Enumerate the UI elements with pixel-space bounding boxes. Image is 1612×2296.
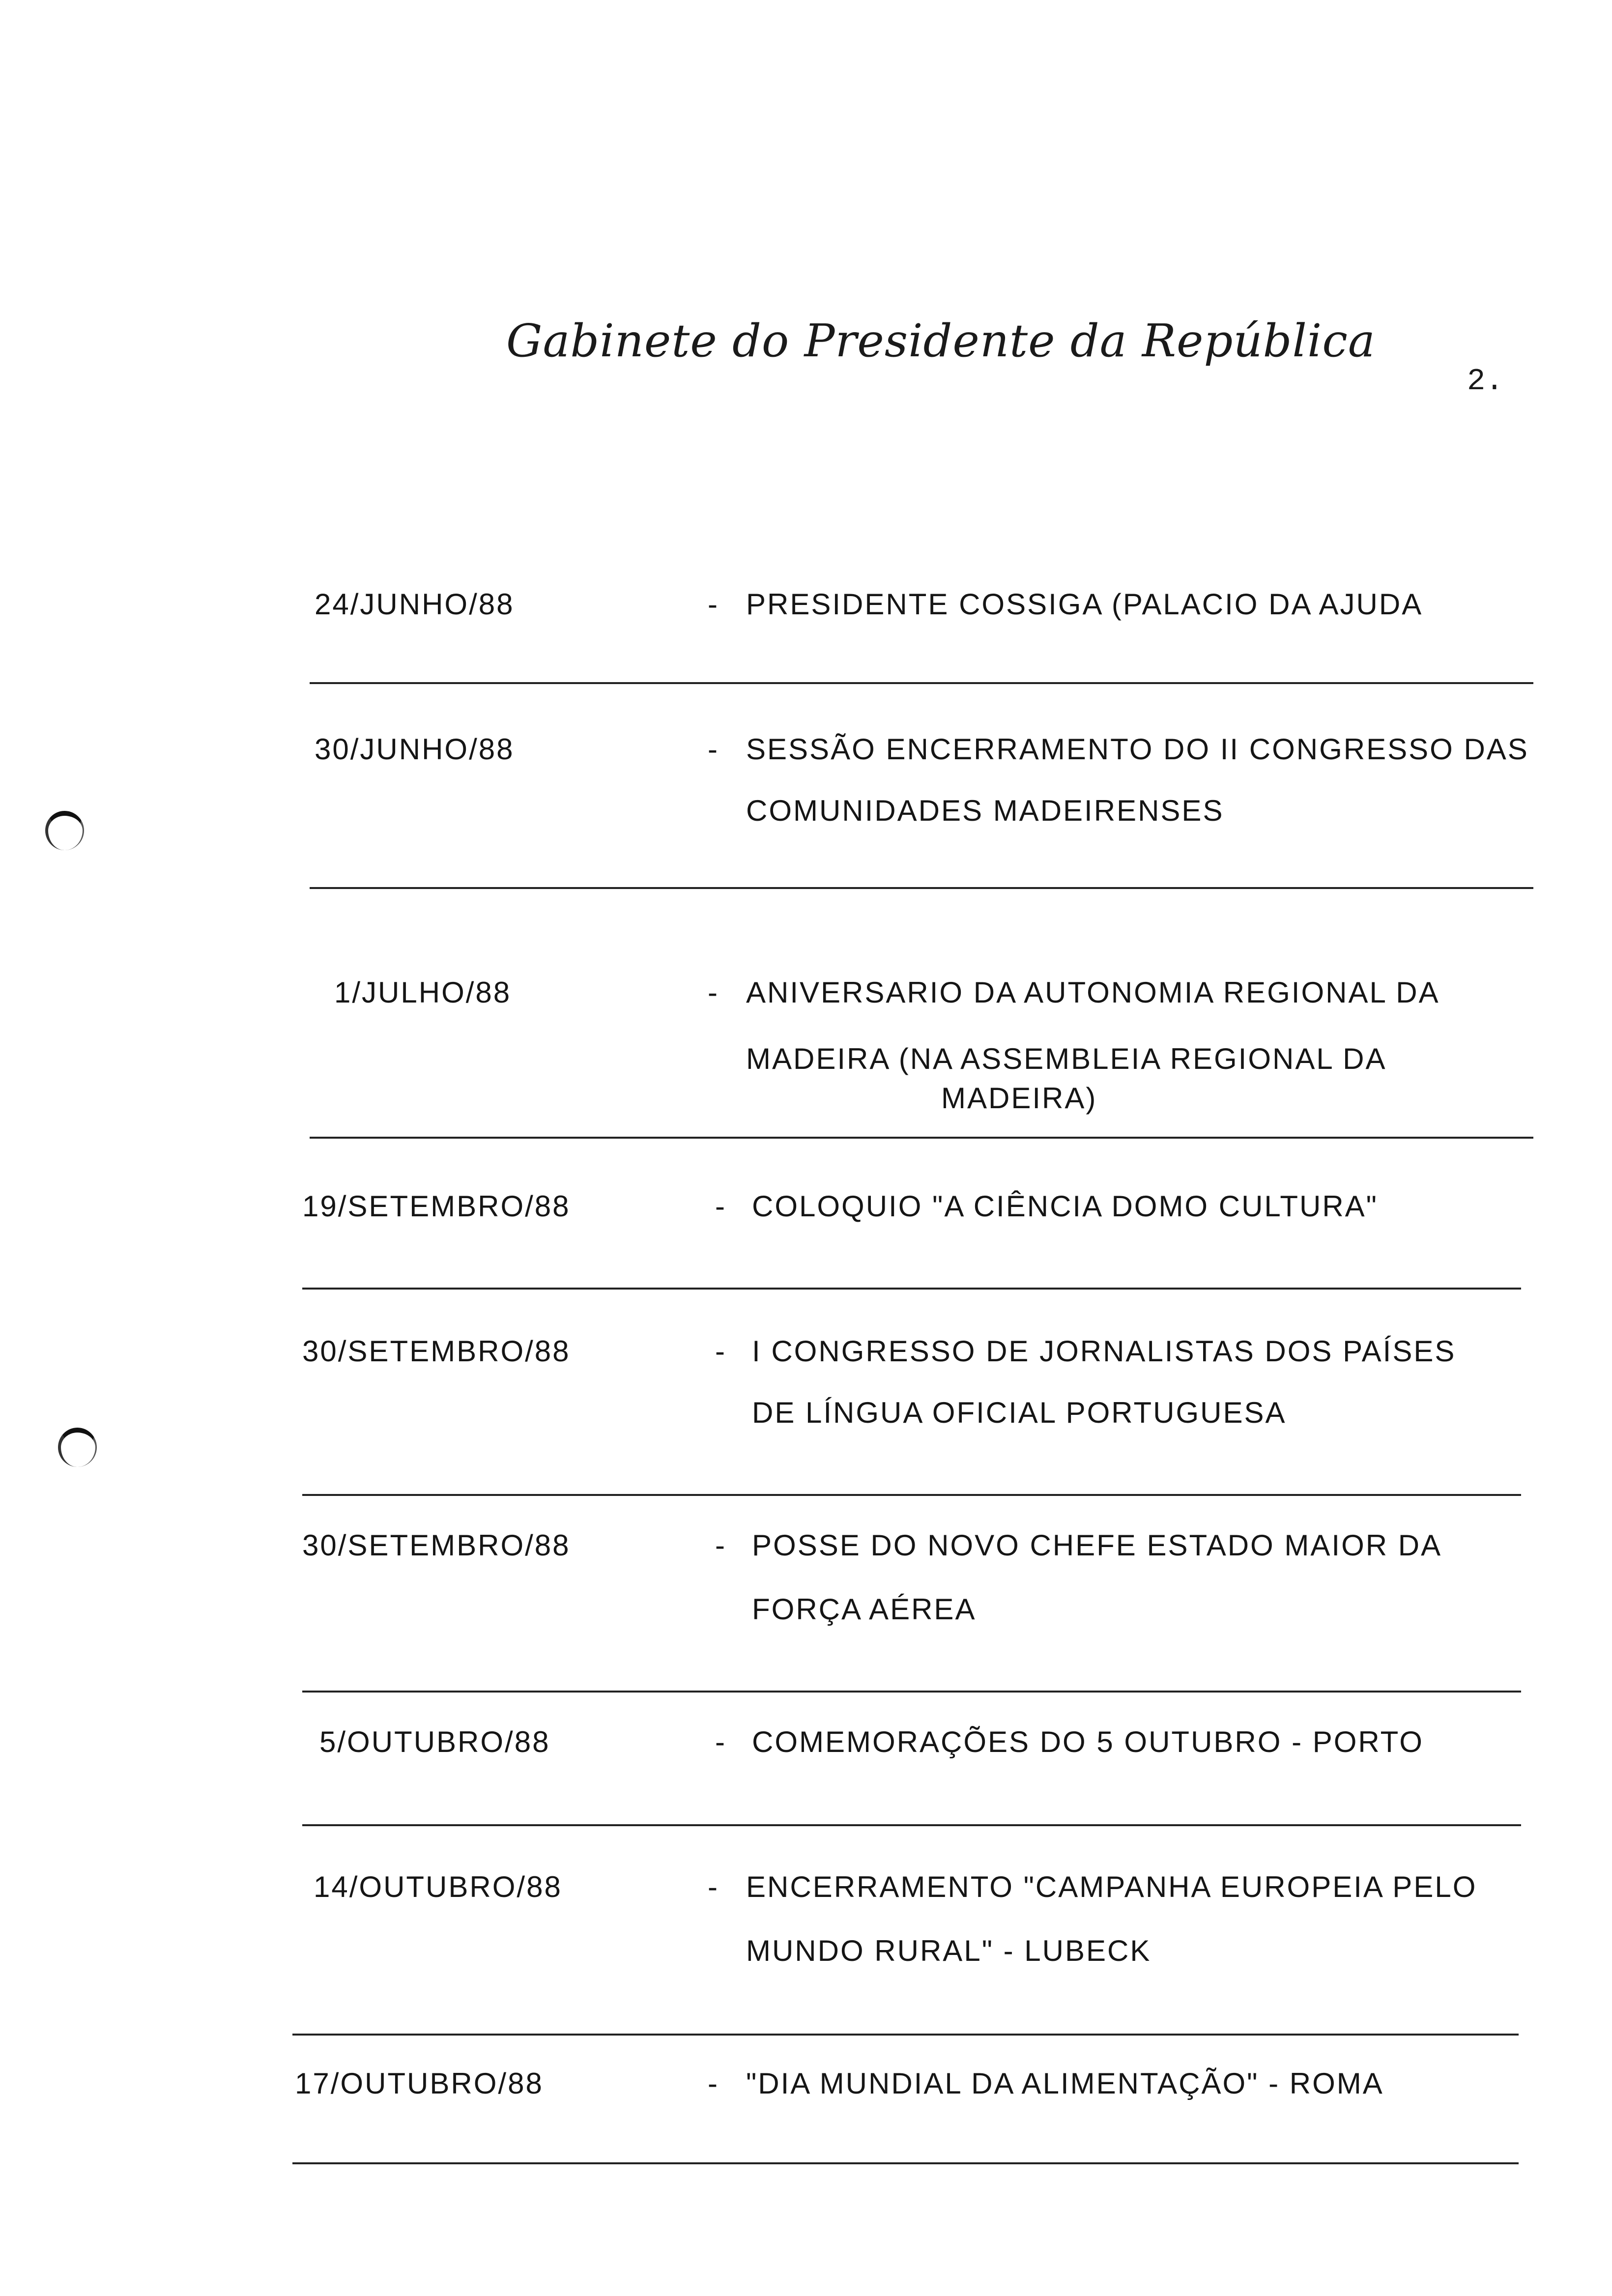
page-number: 2. xyxy=(1467,364,1504,399)
divider-rule xyxy=(310,1137,1533,1139)
entry-date: 24/JUNHO/88 xyxy=(315,588,515,621)
entry-text-line: COLOQUIO "A CIÊNCIA DOMO CULTURA" xyxy=(752,1190,1378,1223)
entry-date: 30/JUNHO/88 xyxy=(315,733,515,766)
entry-dash: - xyxy=(708,1870,718,1903)
entry-text-line: ENCERRAMENTO "CAMPANHA EUROPEIA PELO xyxy=(746,1870,1477,1903)
punch-hole-mark-top xyxy=(45,811,84,850)
entry-text-line: PRESIDENTE COSSIGA (PALACIO DA AJUDA xyxy=(746,588,1423,621)
entry-text-line: MADEIRA) xyxy=(941,1082,1097,1115)
divider-rule xyxy=(292,2034,1519,2036)
entry-dash: - xyxy=(715,1529,725,1562)
entry-date: 14/OUTUBRO/88 xyxy=(314,1870,562,1903)
divider-rule xyxy=(310,887,1533,889)
entry-dash: - xyxy=(715,1725,725,1758)
entry-text-line: DE LÍNGUA OFICIAL PORTUGUESA xyxy=(752,1396,1287,1429)
entry-text-line: COMEMORAÇÕES DO 5 OUTUBRO - PORTO xyxy=(752,1725,1424,1758)
entry-date: 30/SETEMBRO/88 xyxy=(302,1529,571,1562)
entry-dash: - xyxy=(708,588,718,621)
divider-rule xyxy=(302,1824,1521,1826)
entry-date: 19/SETEMBRO/88 xyxy=(302,1190,571,1223)
entry-dash: - xyxy=(708,733,718,766)
divider-rule xyxy=(302,1494,1521,1496)
divider-rule xyxy=(310,682,1533,684)
entry-text-line: I CONGRESSO DE JORNALISTAS DOS PAÍSES xyxy=(752,1335,1456,1368)
divider-rule xyxy=(302,1288,1521,1290)
divider-rule xyxy=(292,2162,1519,2164)
entry-date: 30/SETEMBRO/88 xyxy=(302,1335,571,1368)
entry-text-line: MADEIRA (NA ASSEMBLEIA REGIONAL DA xyxy=(746,1042,1387,1075)
letterhead-title: Gabinete do Presidente da República xyxy=(506,315,1376,367)
entry-text-line: MUNDO RURAL" - LUBECK xyxy=(746,1934,1151,1967)
entry-date: 1/JULHO/88 xyxy=(334,976,512,1009)
entry-date: 17/OUTUBRO/88 xyxy=(295,2067,544,2100)
punch-hole-mark-bottom xyxy=(58,1428,97,1467)
entry-dash: - xyxy=(708,976,718,1009)
entry-text-line: COMUNIDADES MADEIRENSES xyxy=(746,794,1224,827)
entry-dash: - xyxy=(715,1190,725,1223)
entry-text-line: SESSÃO ENCERRAMENTO DO II CONGRESSO DAS xyxy=(746,733,1529,766)
entry-text-line: "DIA MUNDIAL DA ALIMENTAÇÃO" - ROMA xyxy=(746,2067,1384,2100)
entry-text-line: ANIVERSARIO DA AUTONOMIA REGIONAL DA xyxy=(746,976,1440,1009)
entry-date: 5/OUTUBRO/88 xyxy=(319,1725,550,1758)
entry-text-line: POSSE DO NOVO CHEFE ESTADO MAIOR DA xyxy=(752,1529,1442,1562)
divider-rule xyxy=(302,1691,1521,1693)
entry-dash: - xyxy=(708,2067,718,2100)
entry-dash: - xyxy=(715,1335,725,1368)
entry-text-line: FORÇA AÉREA xyxy=(752,1593,977,1626)
